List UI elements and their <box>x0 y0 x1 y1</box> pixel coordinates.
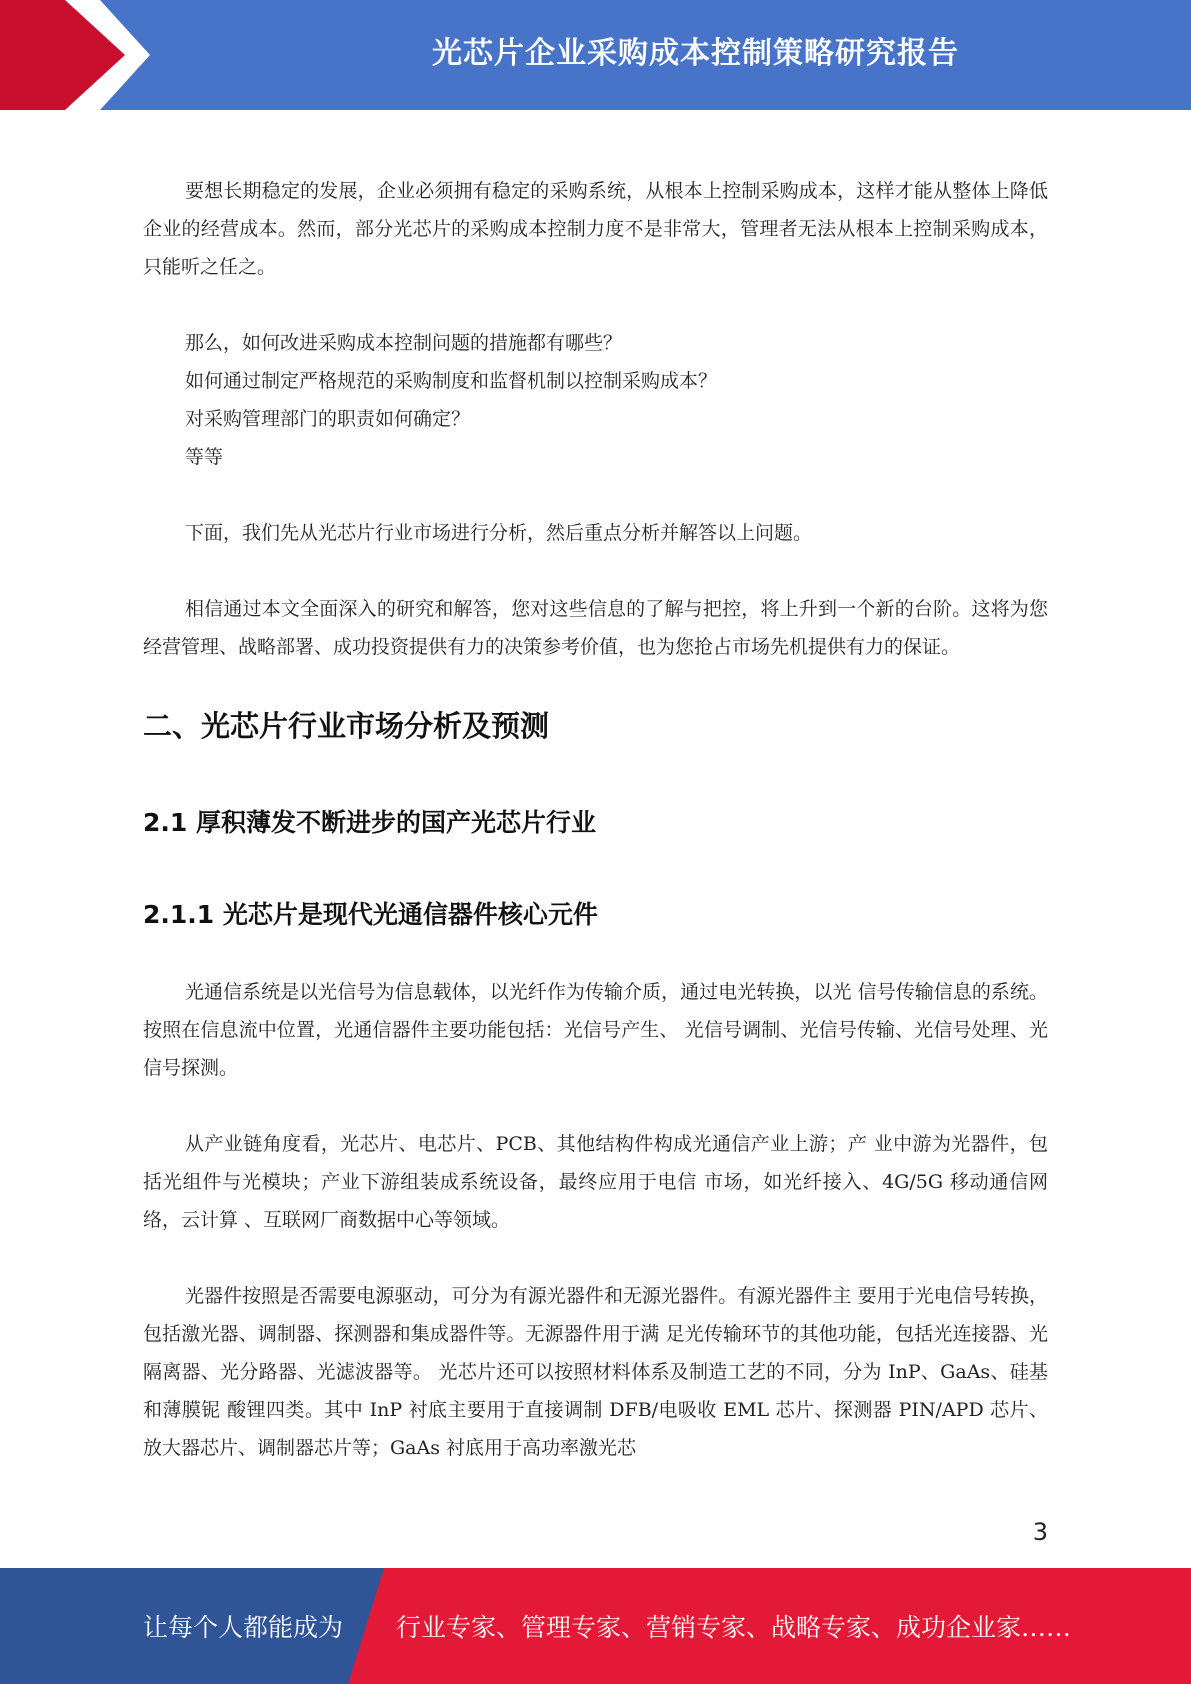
document-title: 光芯片企业采购成本控制策略研究报告 <box>432 36 959 71</box>
subsubsection-heading: 2.1.1 光芯片是现代光通信器件核心元件 <box>143 900 598 929</box>
footer-slogan-right: 行业专家、管理专家、营销专家、战略专家、成功企业家…… <box>396 1613 1072 1642</box>
body-paragraph-3: 光器件按照是否需要电源驱动，可分为有源光器件和无源光器件。有源光器件主 要用于光电信号转换，包括激光器、调制器、探测器和集成器件等。无源器件用于满 足光传输环节的其他功能，包括光连接器、光隔离器、光分路器、光滤波器等。 光芯片还可以按照材料体系及制造工艺的不同，分为 InP、GaAs、硅基和薄膜铌 酸锂四类。其中 InP 衬底主要用于直接调制 DFB/电吸收 EML 芯片、探测器 PIN/APD 芯片、放大器芯片、调制器芯片等；GaAs 衬底用于高功率激光芯 <box>143 1285 1048 1459</box>
section-heading: 二、光芯片行业市场分析及预测 <box>143 709 550 743</box>
intro-paragraph-1: 要想长期稳定的发展，企业必须拥有稳定的采购系统，从根本上控制采购成本，这样才能从整体上降低企业的经营成本。然而，部分光芯片的采购成本控制力度不是非常大，管理者无法从根本上控制采购成本，只能听之任之。 <box>143 180 1048 278</box>
subsection-heading: 2.1 厚积薄发不断进步的国产光芯片行业 <box>143 808 596 837</box>
question-3: 对采购管理部门的职责如何确定？ <box>185 408 471 430</box>
intro-paragraph-3: 相信通过本文全面深入的研究和解答，您对这些信息的了解与把控，将上升到一个新的台阶。这将为您经营管理、战略部署、成功投资提供有力的决策参考价值，也为您抢占市场先机提供有力的保证。 <box>143 598 1048 658</box>
question-2: 如何通过制定严格规范的采购制度和监督机制以控制采购成本？ <box>185 370 718 392</box>
page-content <box>143 172 1048 1467</box>
footer-slogan-left: 让每个人都能成为 <box>143 1613 344 1642</box>
page-number: 3 <box>1032 1518 1048 1546</box>
body-paragraph-2: 从产业链角度看，光芯片、电芯片、PCB、其他结构件构成光通信产业上游；产 业中游为光器件，包括光组件与光模块；产业下游组装成系统设备，最终应用于电信 市场，如光纤接入、4G/5G 移动通信网络，云计算 、互联网厂商数据中心等领域。 <box>143 1133 1048 1231</box>
question-1: 那么，如何改进采购成本控制问题的措施都有哪些？ <box>185 332 623 354</box>
body-paragraph-1: 光通信系统是以光信号为信息载体，以光纤作为传输介质，通过电光转换，以光 信号传输信息的系统。按照在信息流中位置，光通信器件主要功能包括：光信号产生、 光信号调制、光信号传输、光信号处理、光信号探测。 <box>143 981 1048 1079</box>
page-footer <box>0 1568 1191 1684</box>
header-arrow-graphic <box>0 0 200 110</box>
question-4: 等等 <box>185 446 224 468</box>
page-header <box>0 0 1191 110</box>
intro-paragraph-2: 下面，我们先从光芯片行业市场进行分析，然后重点分析并解答以上问题。 <box>185 522 813 544</box>
